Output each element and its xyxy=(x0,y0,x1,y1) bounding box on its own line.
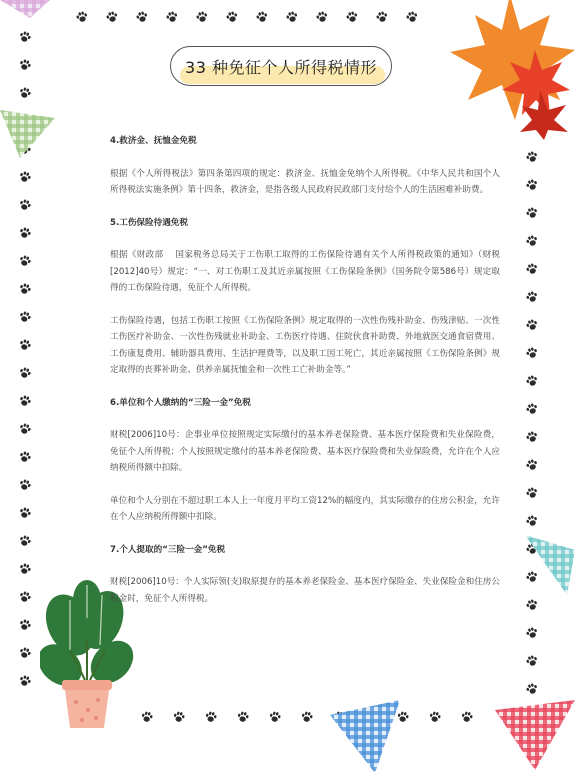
paw-print-icon xyxy=(16,420,34,438)
paw-print-icon xyxy=(163,8,180,25)
paw-print-icon xyxy=(523,596,541,614)
bunting-flag-icon xyxy=(0,0,50,20)
paw-print-icon xyxy=(459,709,475,725)
paw-print-icon xyxy=(16,336,34,354)
title-banner xyxy=(170,44,392,88)
bunting-flag-icon xyxy=(0,100,60,160)
paw-print-icon xyxy=(171,709,187,725)
paw-print-icon xyxy=(16,504,34,522)
paw-print-icon xyxy=(139,709,155,725)
section-heading: 4.救济金、抚恤金免税 xyxy=(110,136,197,146)
paw-print-icon xyxy=(523,148,541,166)
paw-print-icon xyxy=(16,280,34,298)
paw-print-icon xyxy=(523,400,541,418)
paw-print-icon xyxy=(523,456,541,474)
paw-print-icon xyxy=(373,8,390,25)
paw-print-icon xyxy=(16,588,34,606)
paw-print-icon xyxy=(523,232,541,250)
paw-print-icon xyxy=(223,8,240,25)
maple-leaf-icon xyxy=(440,0,575,140)
paw-print-icon xyxy=(523,680,541,698)
section-paragraph: 工伤保险待遇，包括工伤职工按照《工伤保险条例》规定取得的一次性伤残补助金、伤残津贴、一次性工伤医疗补助金、一次性伤残就业补助金、工伤医疗待遇、住院伙食补助费、外地就医交通食宿费用、工伤康复费用、辅助器具费用、生活护理费等，以及职工因工死亡，其近亲属按照《工伤保险条例》规定取得的丧葬补助金、供养亲属抚恤金和一次性工亡补助金等。” xyxy=(110,315,500,375)
section-paragraph: 根据《财政部 国家税务总局关于工伤职工取得的工伤保险待遇有关个人所得税政策的通知》（财税[2012]40号）规定：“一、对工伤职工及其近亲属按照《工伤保险条例》（国务院令第586号）规定取得的工伤保险待遇，免征个人所得税。 xyxy=(110,250,500,293)
paw-print-icon xyxy=(267,709,283,725)
paw-print-icon xyxy=(283,8,300,25)
bunting-flag-icon xyxy=(495,700,575,776)
paw-print-icon xyxy=(103,8,120,25)
paw-print-icon xyxy=(16,196,34,214)
paw-print-icon xyxy=(16,392,34,410)
paw-print-icon xyxy=(16,308,34,326)
paw-print-icon xyxy=(523,624,541,642)
paw-print-icon xyxy=(523,316,541,334)
section-paragraph: 财税[2006]10号：个人实际领(支)取原提存的基本养老保险金、基本医疗保险金、失业保险金和住房公积金时，免征个人所得税。 xyxy=(110,577,500,604)
paw-print-icon xyxy=(523,652,541,670)
paw-print-icon xyxy=(253,8,270,25)
paw-print-icon xyxy=(133,8,150,25)
paw-print-icon xyxy=(16,168,34,186)
paw-print-icon xyxy=(193,8,210,25)
paw-print-icon xyxy=(299,709,315,725)
paw-print-icon xyxy=(16,560,34,578)
paw-print-icon xyxy=(313,8,330,25)
paw-print-icon xyxy=(523,288,541,306)
paw-print-icon xyxy=(235,709,251,725)
paw-print-icon xyxy=(523,372,541,390)
section-heading: 7.个人提取的“三险一金”免税 xyxy=(110,544,226,555)
paw-print-icon xyxy=(523,512,541,530)
paw-print-icon xyxy=(16,532,34,550)
paw-print-icon xyxy=(523,204,541,222)
page-title: 33 种免征个人所得税情形 xyxy=(185,58,377,77)
paw-print-icon xyxy=(523,428,541,446)
paw-print-icon xyxy=(16,364,34,382)
bunting-flag-icon xyxy=(505,530,575,595)
section-heading: 5.工伤保险待遇免税 xyxy=(110,217,188,228)
paw-print-icon xyxy=(403,8,420,25)
paw-print-icon xyxy=(523,260,541,278)
paw-print-icon xyxy=(16,644,34,662)
article-body xyxy=(110,133,500,607)
paw-print-icon xyxy=(16,56,34,74)
section-heading: 6.单位和个人缴纳的“三险一金”免税 xyxy=(110,397,251,408)
section-paragraph: 根据《个人所得税法》第四条第四项的规定：救济金、抚恤金免纳个人所得税。《中华人民共和国个人所得税法实施条例》第十四条，救济金，是指各级人民政府民政部门支付给个人的生活困难补助费。 xyxy=(110,168,500,195)
paw-print-icon xyxy=(16,448,34,466)
paw-print-icon xyxy=(16,616,34,634)
paw-print-icon xyxy=(427,709,443,725)
paw-print-icon xyxy=(16,28,34,46)
section-paragraph: 财税[2006]10号：企事业单位按照规定实际缴付的基本养老保险费、基本医疗保险费和失业保险费，免征个人所得税；个人按照规定缴付的基本养老保险费、基本医疗保险费和失业保险费，允许在个人应纳税所得额中扣除。 xyxy=(110,430,500,473)
bunting-flag-icon xyxy=(330,695,410,775)
paw-print-icon xyxy=(73,8,90,25)
paw-print-icon xyxy=(16,224,34,242)
paw-print-icon xyxy=(203,709,219,725)
paw-print-icon xyxy=(523,484,541,502)
paw-print-icon xyxy=(343,8,360,25)
paw-print-icon xyxy=(523,344,541,362)
section-paragraph: 单位和个人分别在不超过职工本人上一年度月平均工资12%的幅度内，其实际缴存的住房公积金，允许在个人应纳税所得额中扣除。 xyxy=(110,495,500,522)
paw-print-icon xyxy=(523,176,541,194)
paw-print-icon xyxy=(16,476,34,494)
paw-print-icon xyxy=(16,252,34,270)
paw-print-icon xyxy=(16,672,34,690)
